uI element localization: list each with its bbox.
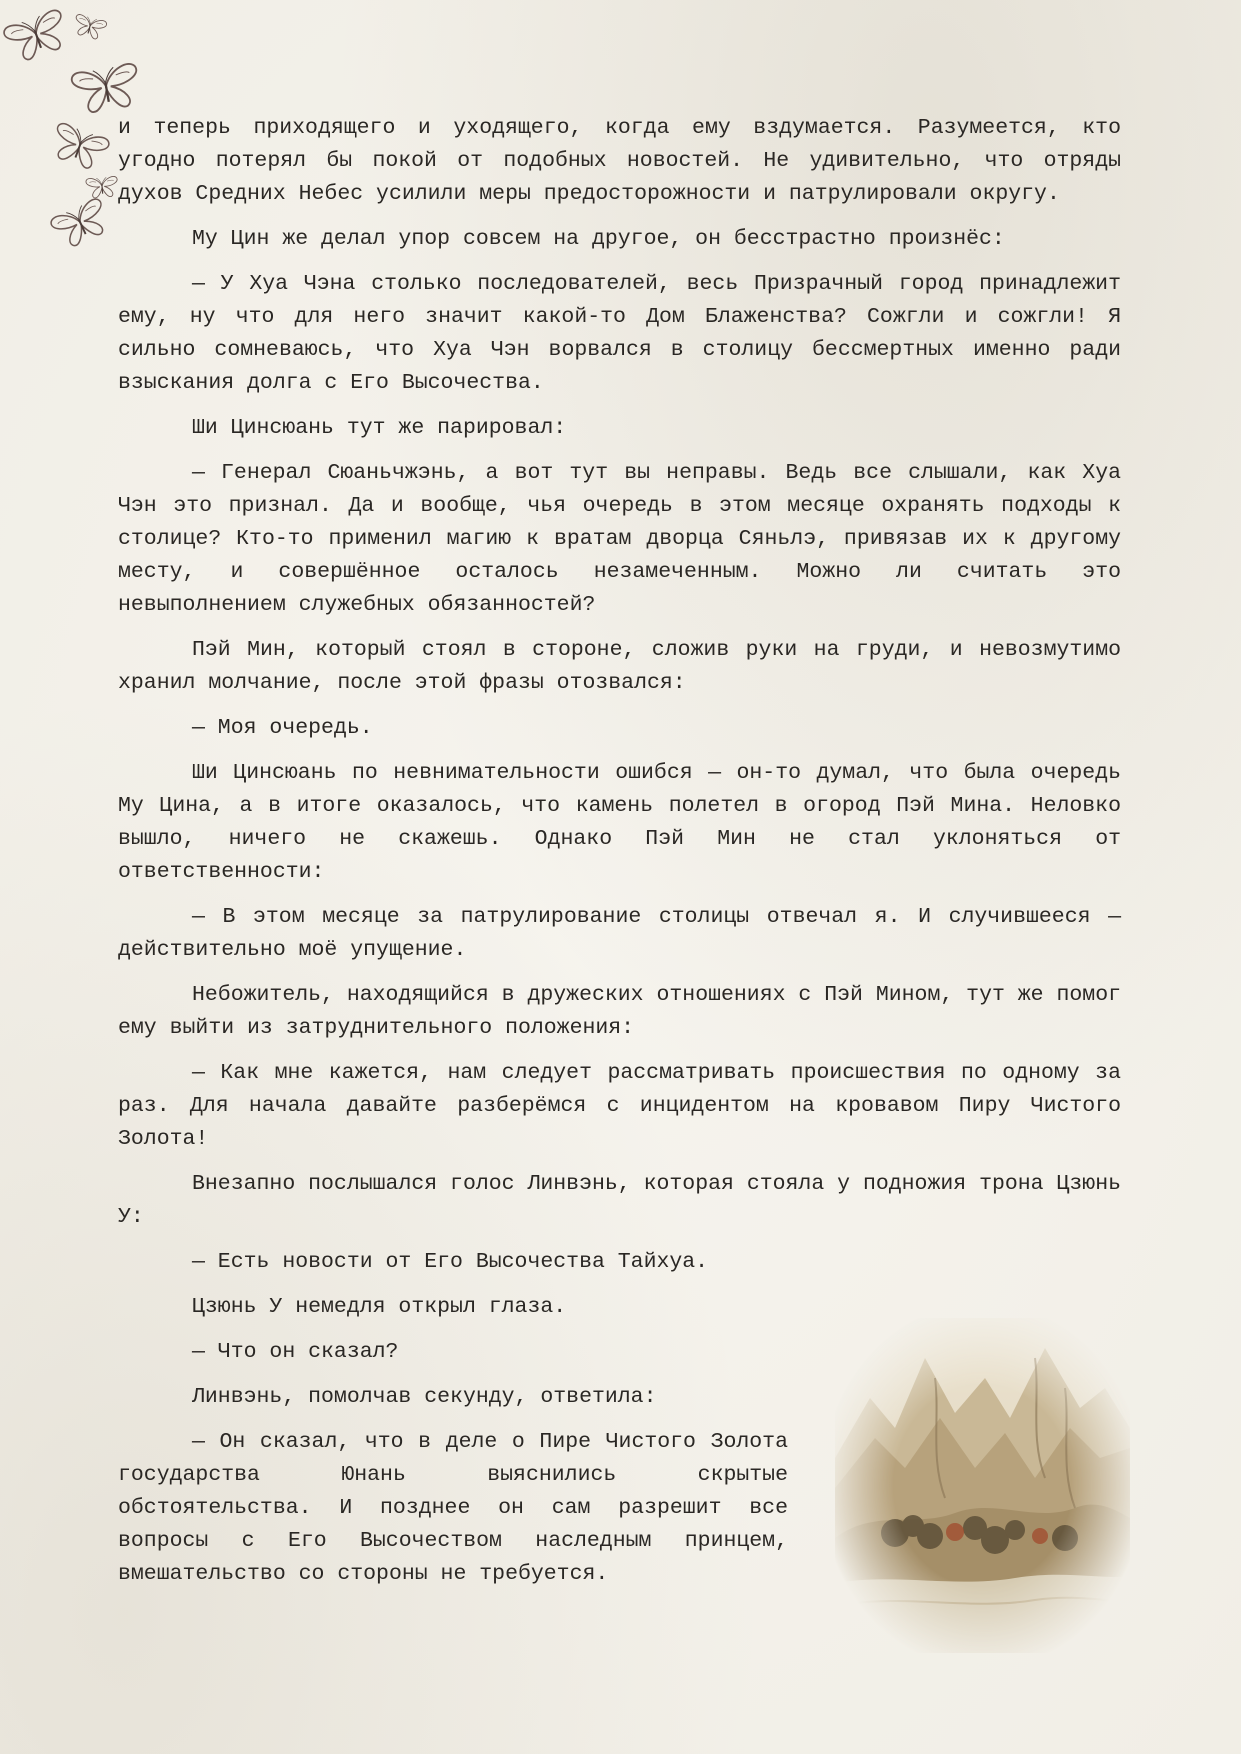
paragraph: — Он сказал, что в деле о Пире Чистого Золота государства Юнань выяснились скрытые обстоятельства. И позднее он сам разрешит все вопросы с Его Высочеством наследным принцем, вмешательство со стороны не требуется. [118, 1430, 788, 1586]
paragraph: Цзюнь У немедля открыл глаза. [192, 1295, 567, 1319]
butterfly-icon [49, 197, 112, 251]
paragraph: Ши Цинсюань по невнимательности ошибся — он-то думал, что была очередь Му Цина, а в итоге оказалось, что камень полетел в огород Пэй Мина. Неловко вышло, ничего не скажешь. Однако Пэй Мин не стал уклоняться от ответственности: [118, 761, 1121, 884]
paragraph: — Что он сказал? [192, 1340, 399, 1364]
butterfly-icon [71, 63, 143, 115]
paragraph: Пэй Мин, который стоял в стороне, сложив руки на груди, и невозмутимо хранил молчание, после этой фразы отозвался: [118, 638, 1121, 695]
paragraph: — Есть новости от Его Высочества Тайхуа. [192, 1250, 709, 1274]
paragraph: — В этом месяце за патрулирование столицы отвечал я. И случившееся — действительно моё упущение. [118, 905, 1121, 962]
paragraph: — Моя очередь. [192, 716, 373, 740]
paragraph: Му Цин же делал упор совсем на другое, он бесстрастно произнёс: [192, 227, 1005, 251]
paragraph: Небожитель, находящийся в дружеских отношениях с Пэй Мином, тут же помог ему выйти из затруднительного положения: [118, 983, 1121, 1040]
butterfly-icon [72, 14, 107, 41]
butterfly-icon [86, 176, 119, 198]
paragraph: Внезапно послышался голос Линвэнь, которая стояла у подножия трона Цзюнь У: [118, 1172, 1121, 1229]
butterfly-icon [48, 122, 110, 173]
paragraph: — Генерал Сюаньчжэнь, а вот тут вы неправы. Ведь все слышали, как Хуа Чэн это признал. Да и вообще, чья очередь в этом месяце охранять подходы к столице? Кто-то применил магию к вратам дворца Сяньлэ, привязав их к другому месту, и совершённое осталось незамеченным. Можно ли считать это невыполнением служебных обязанностей? [118, 461, 1121, 617]
butterfly-icon [2, 8, 71, 64]
paragraph: — Как мне кажется, нам следует рассматривать происшествия по одному за раз. Для начала давайте разберёмся с инцидентом на кровавом Пиру Чистого Золота! [118, 1061, 1121, 1151]
paragraph: Линвэнь, помолчав секунду, ответила: [192, 1385, 657, 1409]
paragraph: и теперь приходящего и уходящего, когда ему вздумается. Разумеется, кто угодно потерял бы покой от подобных новостей. Не удивительно, что отряды духов Средних Небес усилили меры предосторожности и патрулировали округу. [118, 116, 1121, 206]
paragraph: — У Хуа Чэна столько последователей, весь Призрачный город принадлежит ему, ну что для него значит какой-то Дом Блаженства? Сожгли и сожгли! Я сильно сомневаюсь, что Хуа Чэн ворвался в столицу бессмертных именно ради взыскания долга с Его Высочества. [118, 272, 1121, 395]
paragraph: Ши Цинсюань тут же парировал: [192, 416, 567, 440]
landscape-painting [835, 1318, 1130, 1653]
